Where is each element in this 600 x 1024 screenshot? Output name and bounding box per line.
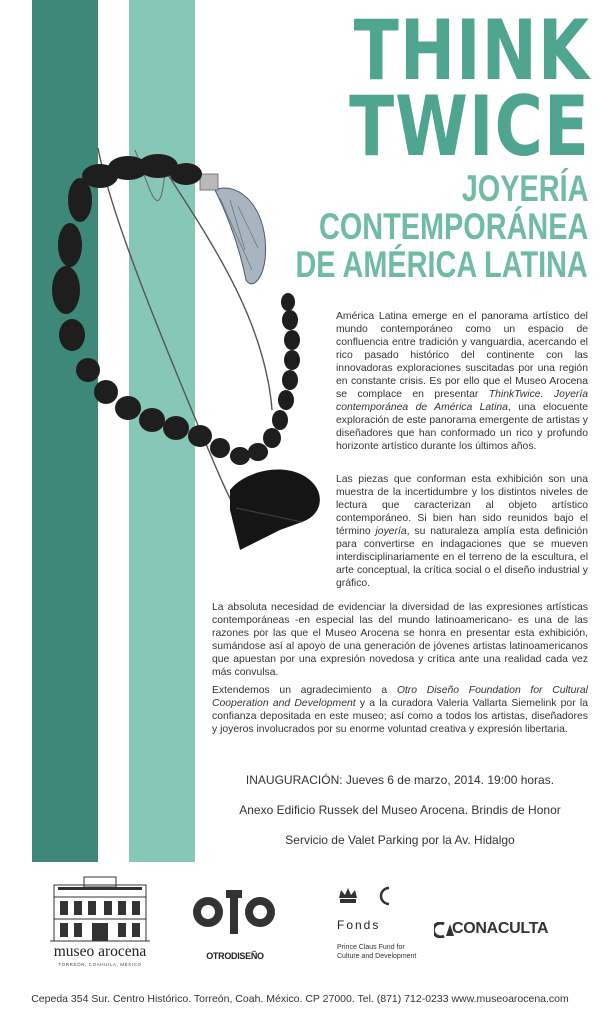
conaculta-name: CONACULTA	[452, 920, 549, 937]
subtitle-line-1: JOYERÍA	[461, 168, 588, 209]
prince-claus-crown-logo	[337, 884, 397, 908]
prince-claus-line-1: Prince Claus Fund for	[337, 944, 405, 951]
museo-arocena-name: museo arocena	[53, 943, 147, 960]
paragraph-intro: América Latina emerge en el panorama artístico del mundo contemporáneo como un espacio de confluencia entre tradición y vanguardia, acercando el rico pasado histórico del continente con las innovadoras exploraciones suscitadas por una región en constante crisis. Es por ello que el Museo Arocena se complace en presentar ThinkTwice. Joyería contemporánea de América Latina, una elocuente exploración de este panorama emergente de artistas y diseñadores que han conformado un rico y profundo horizonte artístico durante los últimos años.	[336, 311, 589, 452]
event-venue: Anexo Edificio Russek del Museo Arocena. Brindis de Honor	[239, 803, 561, 817]
footer-address: Cepeda 354 Sur. Centro Histórico. Torreón, Coah. México. CP 27000. Tel. (871) 712-0233 www.museoarocena.com	[31, 993, 569, 1005]
title-twice: TWICE	[349, 78, 590, 175]
paragraph-necessity: La absoluta necesidad de evidenciar la diversidad de las expresiones artísticas contemporáneas -en especial las del mundo latinoamericano- es una de las razones por las que el Museo Arocena se honra en presentar esta exhibición, sumándose así al apoyo de una generación de jóvenes artistas latinoamericanos que apuestan por una expresión novedosa y crítica ante una realidad cada vez más convulsa.	[212, 602, 588, 678]
title-think: THINK	[353, 2, 590, 99]
subtitle-line-3: DE AMÉRICA LATINA	[295, 244, 588, 285]
museo-arocena-location: TORREÓN, COAHUILA, MÉXICO	[58, 962, 142, 967]
otro-diseno-name: OTRODISEÑO	[206, 951, 264, 961]
paragraph-thanks: Extendemos un agradecimiento a Otro Diseño Foundation for Cultural Cooperation and Development y a la curadora Valeria Vallarta Siemelink por la confianza depositada en este museo; así como a todos los artistas, diseñadores y joyeros involucrados por su enorme voluntad creativa y expresión libertaria.	[212, 685, 588, 735]
paragraph-pieces: Las piezas que conforman esta exhibición son una muestra de la incertidumbre y los distintos niveles de lectura que caracterizan al objeto artístico contemporáneo. Si bien han sido reunidos bajo el término joyería, su naturaleza amplía esta definición para convertirse en indagaciones que se mueven interdisciplinariamente en el terreno de la escultura, el arte conceptual, la crítica social o el diseño industrial y gráfico.	[336, 474, 588, 589]
otro-diseno-logo	[192, 882, 278, 942]
event-inauguration: INAUGURACIÓN: Jueves 6 de marzo, 2014. 19:00 horas.	[245, 773, 555, 787]
prince-claus-line-2: Culture and Development	[337, 953, 417, 960]
prince-claus-fonds: Fonds	[337, 918, 381, 932]
event-valet: Servicio de Valet Parking por la Av. Hidalgo	[285, 833, 515, 847]
necklace-image	[40, 130, 340, 550]
subtitle-line-2: CONTEMPORÁNEA	[318, 206, 588, 247]
